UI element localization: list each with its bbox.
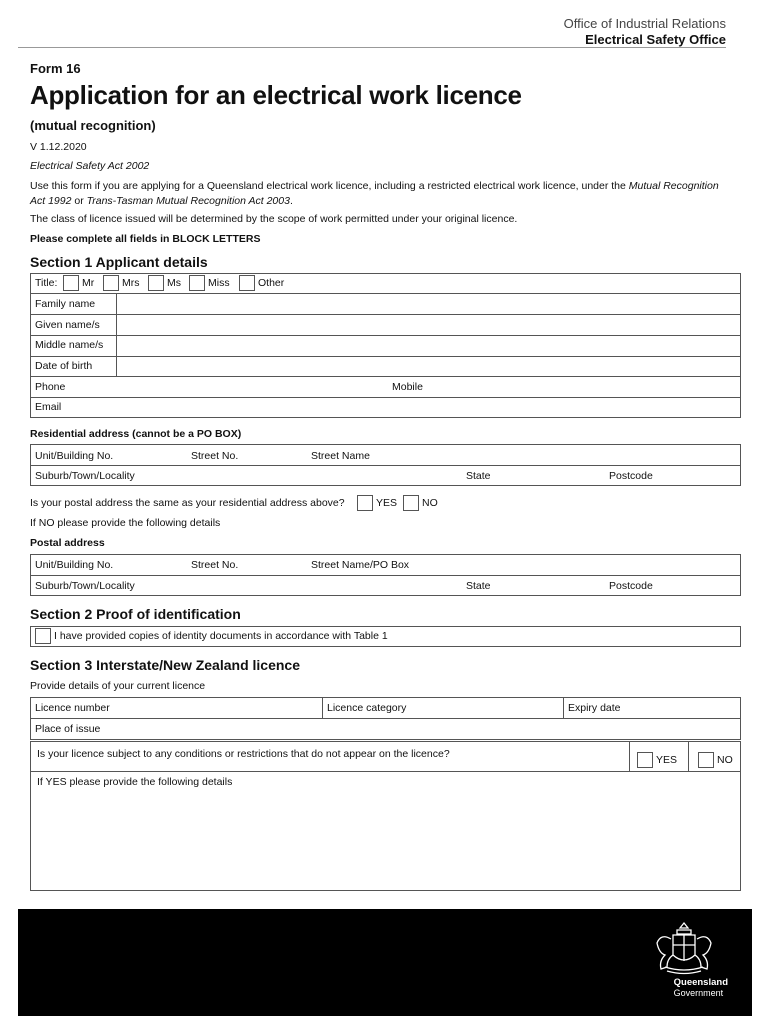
expiry-date-label: Expiry date <box>568 702 621 714</box>
queensland-coat-of-arms-icon <box>649 917 719 979</box>
mobile-label: Mobile <box>392 381 423 393</box>
email-label: Email <box>35 401 62 413</box>
title-other-checkbox[interactable] <box>239 275 255 291</box>
col-divider <box>688 741 689 771</box>
middle-names-field[interactable] <box>117 336 740 356</box>
phone-label: Phone <box>35 381 66 393</box>
conditions-no-label: NO <box>717 754 733 766</box>
place-of-issue-label: Place of issue <box>35 723 101 735</box>
dob-label: Date of birth <box>35 360 93 372</box>
dob-field[interactable] <box>117 357 740 376</box>
middle-names-label: Middle name/s <box>35 339 104 351</box>
form-number: Form 16 <box>30 61 81 76</box>
intro-or: or <box>71 195 87 207</box>
section-2-heading: Section 2 Proof of identification <box>30 606 241 622</box>
title-mr-label: Mr <box>82 277 95 289</box>
row-divider <box>30 465 741 466</box>
title-ms-checkbox[interactable] <box>148 275 164 291</box>
street-name-label: Street Name <box>311 450 370 462</box>
title-mr-checkbox[interactable] <box>63 275 79 291</box>
given-names-field[interactable] <box>117 315 740 335</box>
queensland-government-logo <box>674 977 728 999</box>
title-other-label: Other <box>258 277 285 289</box>
title-miss-checkbox[interactable] <box>189 275 205 291</box>
email-field[interactable] <box>70 398 740 417</box>
postal-address-heading: Postal address <box>30 537 105 549</box>
form-version: V 1.12.2020 <box>30 141 87 153</box>
row-divider <box>30 575 741 576</box>
postal-same-no-label: NO <box>422 497 438 509</box>
page-subtitle: (mutual recognition) <box>30 118 156 133</box>
conditions-details-field[interactable] <box>31 790 740 890</box>
identification-checkbox[interactable] <box>35 628 51 644</box>
licence-category-label: Licence category <box>327 702 407 714</box>
intro-act-2: Trans-Tasman Mutual Recognition Act 2003 <box>86 195 290 207</box>
act-reference: Electrical Safety Act 2002 <box>30 160 150 172</box>
residential-address-heading: Residential address (cannot be a PO BOX) <box>30 428 242 440</box>
col-divider <box>563 697 564 718</box>
org-name: Office of Industrial Relations <box>563 16 726 31</box>
header-divider <box>18 47 726 48</box>
if-no-note: If NO please provide the following details <box>30 517 221 529</box>
postal-state-label: State <box>466 580 491 592</box>
suburb-label: Suburb/Town/Locality <box>35 470 135 482</box>
street-no-label: Street No. <box>191 450 239 462</box>
intro-text: Use this form if you are applying for a Queensland electrical work licence, including a restricted electrical work licence, under the <box>30 180 629 192</box>
col-divider <box>322 697 323 718</box>
title-ms-label: Ms <box>167 277 181 289</box>
postal-postcode-label: Postcode <box>609 580 653 592</box>
block-letters-note: Please complete all fields in BLOCK LETTERS <box>30 233 261 245</box>
mobile-field[interactable] <box>430 377 740 397</box>
org-division: Electrical Safety Office <box>585 32 726 47</box>
footer-band <box>18 909 752 1016</box>
page-title: Application for an electrical work licence <box>30 80 522 110</box>
if-yes-note: If YES please provide the following details <box>37 776 233 788</box>
title-mrs-checkbox[interactable] <box>103 275 119 291</box>
intro-paragraph <box>30 179 720 209</box>
conditions-question: Is your licence subject to any conditions or restrictions that do not appear on the licence? <box>37 748 450 760</box>
section-1-heading: Section 1 Applicant details <box>30 254 208 270</box>
col-divider <box>629 741 630 771</box>
title-mrs-label: Mrs <box>122 277 140 289</box>
title-miss-label: Miss <box>208 277 230 289</box>
intro-end: . <box>289 195 293 207</box>
row-divider <box>30 718 741 719</box>
postal-street-no-label: Street No. <box>191 559 239 571</box>
conditions-no-checkbox[interactable] <box>698 752 714 768</box>
intro-act-1: Mutual Recognition Act 1992 <box>30 180 719 207</box>
title-label: Title: <box>35 277 58 289</box>
logo-line-2: Government <box>673 988 724 998</box>
licence-number-label: Licence number <box>35 702 110 714</box>
postal-suburb-label: Suburb/Town/Locality <box>35 580 135 592</box>
row-divider <box>30 771 741 772</box>
state-label: State <box>466 470 491 482</box>
postal-same-yes-label: YES <box>376 497 398 509</box>
conditions-yes-checkbox[interactable] <box>637 752 653 768</box>
class-note: The class of licence issued will be determined by the scope of work permitted under your original licence. <box>30 213 518 225</box>
family-name-field[interactable] <box>117 294 740 314</box>
conditions-yes-label: YES <box>656 754 678 766</box>
section-3-heading: Section 3 Interstate/New Zealand licence <box>30 657 300 673</box>
family-name-label: Family name <box>35 298 96 310</box>
postcode-label: Postcode <box>609 470 653 482</box>
postal-unit-label: Unit/Building No. <box>35 559 114 571</box>
unit-label: Unit/Building No. <box>35 450 114 462</box>
identification-declaration: I have provided copies of identity documents in accordance with Table 1 <box>54 630 388 642</box>
postal-same-question: Is your postal address the same as your residential address above? <box>30 497 345 509</box>
logo-line-1: Queensland <box>673 977 728 988</box>
section-3-intro: Provide details of your current licence <box>30 680 206 692</box>
postal-street-name-label: Street Name/PO Box <box>311 559 410 571</box>
given-names-label: Given name/s <box>35 319 100 331</box>
postal-same-yes-checkbox[interactable] <box>357 495 373 511</box>
postal-same-no-checkbox[interactable] <box>403 495 419 511</box>
phone-field[interactable] <box>80 377 380 397</box>
